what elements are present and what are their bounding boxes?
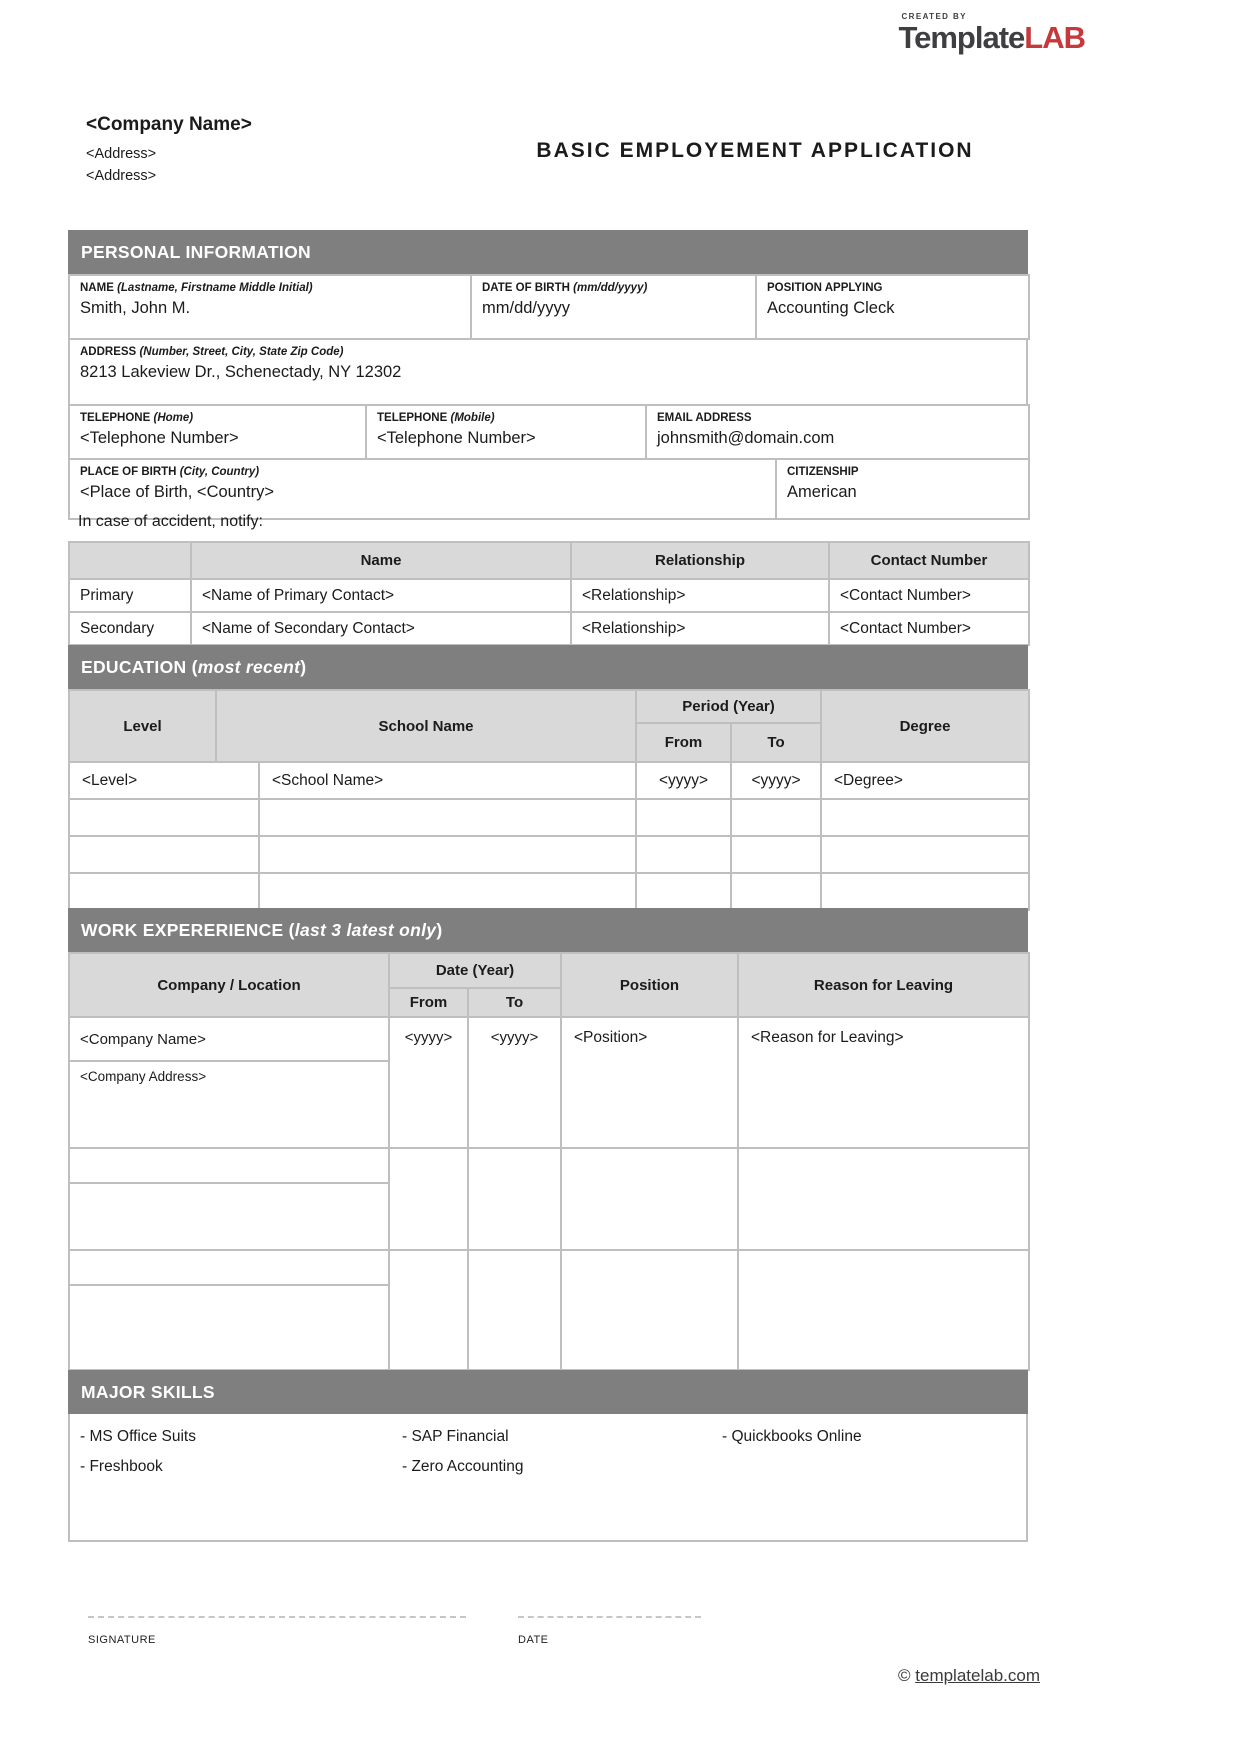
letterhead xyxy=(86,114,252,187)
telephone-home-field[interactable] xyxy=(69,405,366,459)
education-col-level: Level xyxy=(69,690,216,762)
work-table-header xyxy=(68,952,1030,1018)
signature-label: SIGNATURE xyxy=(88,1634,156,1646)
work-company-address-cell[interactable]: <Company Address> xyxy=(69,1061,389,1148)
education-header-italic: most recent xyxy=(197,657,301,677)
accident-contacts-table xyxy=(68,541,1030,646)
secondary-contact-relationship[interactable]: <Relationship> xyxy=(571,612,829,645)
education-section xyxy=(68,645,1028,911)
major-skills-section xyxy=(68,1370,1028,1542)
citizenship-label: CITIZENSHIP xyxy=(787,466,859,478)
templatelab-link[interactable]: templatelab.com xyxy=(915,1666,1040,1685)
education-level-cell[interactable] xyxy=(69,836,259,873)
templatelab-logo xyxy=(898,12,1085,53)
work-to-cell[interactable]: <yyyy> xyxy=(468,1017,561,1148)
skill-item: - Zero Accounting xyxy=(402,1458,524,1475)
secondary-contact-name[interactable]: <Name of Secondary Contact> xyxy=(191,612,571,645)
education-degree-cell[interactable] xyxy=(821,873,1029,910)
education-col-school: School Name xyxy=(216,690,636,762)
primary-contact-number[interactable]: <Contact Number> xyxy=(829,579,1029,612)
education-table-header xyxy=(68,689,1030,763)
education-from-cell[interactable] xyxy=(636,836,731,873)
work-from-cell[interactable]: <yyyy> xyxy=(389,1017,468,1148)
telephone-home-hint: (Home) xyxy=(153,412,194,424)
dob-label-text: DATE OF BIRTH xyxy=(482,282,570,294)
table-row xyxy=(69,612,1029,645)
education-school-cell[interactable]: <School Name> xyxy=(259,762,636,799)
education-col-degree: Degree xyxy=(821,690,1029,762)
work-header-suffix: ) xyxy=(436,920,443,940)
work-reason-cell[interactable] xyxy=(738,1250,1029,1370)
company-name-placeholder[interactable]: <Company Name> xyxy=(86,114,252,135)
major-skills-header: MAJOR SKILLS xyxy=(68,1370,1028,1414)
work-table-body xyxy=(68,1016,1030,1371)
date-line[interactable] xyxy=(518,1616,701,1618)
skill-item: - SAP Financial xyxy=(402,1428,509,1445)
work-position-cell[interactable] xyxy=(561,1250,738,1370)
place-of-birth-hint: (City, Country) xyxy=(179,466,260,478)
skill-item: - MS Office Suits xyxy=(80,1428,196,1445)
education-degree-cell[interactable]: <Degree> xyxy=(821,762,1029,799)
dob-hint: (mm/dd/yyyy) xyxy=(573,282,648,294)
primary-contact-relationship[interactable]: <Relationship> xyxy=(571,579,829,612)
education-from-cell[interactable] xyxy=(636,873,731,910)
work-col-to: To xyxy=(468,988,561,1017)
work-col-reason: Reason for Leaving xyxy=(738,953,1029,1017)
table-row xyxy=(69,799,1029,836)
work-header-prefix: WORK EXPERERIENCE ( xyxy=(81,920,295,940)
skills-list xyxy=(70,1428,1026,1476)
education-col-period: Period (Year) xyxy=(636,690,821,723)
telephone-mobile-label xyxy=(367,406,645,424)
secondary-contact-number[interactable]: <Contact Number> xyxy=(829,612,1029,645)
telephone-mobile-field[interactable] xyxy=(366,405,646,459)
work-to-cell[interactable] xyxy=(468,1250,561,1370)
email-value[interactable]: johnsmith@domain.com xyxy=(657,429,835,447)
education-school-cell[interactable] xyxy=(259,873,636,910)
skill-item: - Quickbooks Online xyxy=(722,1428,862,1445)
table-row xyxy=(69,873,1029,910)
telephone-mobile-hint: (Mobile) xyxy=(450,412,495,424)
position-applying-value[interactable]: Accounting Cleck xyxy=(767,299,895,317)
education-col-from: From xyxy=(636,723,731,762)
company-address-line1[interactable]: <Address> xyxy=(86,146,157,162)
dob-field[interactable] xyxy=(471,275,756,339)
table-row xyxy=(69,1148,1029,1183)
place-of-birth-field[interactable] xyxy=(69,459,776,519)
education-level-cell[interactable]: <Level> xyxy=(69,762,259,799)
education-header-prefix: EDUCATION ( xyxy=(81,657,198,677)
address-label xyxy=(70,340,1026,358)
name-label-text: NAME xyxy=(80,282,114,294)
work-position-cell[interactable] xyxy=(561,1148,738,1250)
date-label: DATE xyxy=(518,1634,549,1646)
telephone-home-label-text: TELEPHONE xyxy=(80,412,151,424)
secondary-contact-kind: Secondary xyxy=(69,612,191,645)
accident-contacts-section xyxy=(68,541,1028,646)
name-field[interactable] xyxy=(69,275,471,339)
work-col-company: Company / Location xyxy=(69,953,389,1017)
education-to-cell[interactable] xyxy=(731,799,821,836)
primary-contact-kind: Primary xyxy=(69,579,191,612)
major-skills-box[interactable] xyxy=(68,1414,1028,1542)
personal-information-header: PERSONAL INFORMATION xyxy=(68,230,1028,274)
name-hint: (Lastname, Firstname Middle Initial) xyxy=(117,282,313,294)
telephone-home-label xyxy=(70,406,365,424)
skill-item: - Freshbook xyxy=(80,1458,163,1475)
education-level-cell[interactable] xyxy=(69,799,259,836)
work-company-address-cell[interactable] xyxy=(69,1183,389,1250)
primary-contact-name[interactable]: <Name of Primary Contact> xyxy=(191,579,571,612)
table-row xyxy=(69,1250,1029,1285)
skill-item xyxy=(722,1458,1034,1476)
signature-line[interactable] xyxy=(88,1616,466,1618)
logo-created-by: CREATED BY xyxy=(901,12,967,21)
work-company-name-cell[interactable]: <Company Name> xyxy=(69,1017,389,1061)
address-field[interactable] xyxy=(69,339,1027,405)
education-to-cell[interactable] xyxy=(731,836,821,873)
name-value[interactable]: Smith, John M. xyxy=(80,299,191,317)
personal-information-section xyxy=(68,230,1028,520)
accident-col-blank xyxy=(69,542,191,579)
work-company-address-cell[interactable] xyxy=(69,1285,389,1370)
work-header-italic: last 3 latest only xyxy=(294,920,437,940)
company-address-line2[interactable]: <Address> xyxy=(86,168,157,184)
accident-notify-intro: In case of accident, notify: xyxy=(78,513,263,530)
address-value[interactable]: 8213 Lakeview Dr., Schenectady, NY 12302 xyxy=(80,363,402,381)
table-row xyxy=(69,762,1029,799)
table-row xyxy=(69,1017,1029,1061)
education-from-cell[interactable] xyxy=(636,799,731,836)
education-degree-cell[interactable] xyxy=(821,836,1029,873)
logo-template-text: Template xyxy=(898,20,1025,55)
education-table-body xyxy=(68,761,1030,911)
email-label: EMAIL ADDRESS xyxy=(657,412,752,424)
footer xyxy=(898,1666,1040,1686)
work-company-name-cell[interactable] xyxy=(69,1250,389,1285)
address-hint: (Number, Street, City, State Zip Code) xyxy=(139,346,344,358)
citizenship-field[interactable] xyxy=(776,459,1029,519)
personal-row-3 xyxy=(68,404,1030,460)
work-position-cell[interactable]: <Position> xyxy=(561,1017,738,1148)
name-label xyxy=(70,276,470,294)
education-header-suffix: ) xyxy=(300,657,307,677)
form-title: BASIC EMPLOYEMENT APPLICATION xyxy=(536,139,974,162)
copyright-icon: © xyxy=(898,1666,911,1685)
work-col-date: Date (Year) xyxy=(389,953,561,988)
education-to-cell[interactable] xyxy=(731,873,821,910)
work-reason-cell[interactable] xyxy=(738,1148,1029,1250)
place-of-birth-label-text: PLACE OF BIRTH xyxy=(80,466,177,478)
position-applying-label: POSITION APPLYING xyxy=(767,282,883,294)
education-to-cell[interactable]: <yyyy> xyxy=(731,762,821,799)
telephone-mobile-label-text: TELEPHONE xyxy=(377,412,448,424)
position-applying-field[interactable] xyxy=(756,275,1029,339)
place-of-birth-label xyxy=(70,460,775,478)
accident-col-contact: Contact Number xyxy=(829,542,1029,579)
accident-col-relationship: Relationship xyxy=(571,542,829,579)
work-from-cell[interactable] xyxy=(389,1250,468,1370)
work-col-position: Position xyxy=(561,953,738,1017)
telephone-mobile-value[interactable]: <Telephone Number> xyxy=(377,429,536,447)
email-field[interactable] xyxy=(646,405,1029,459)
work-to-cell[interactable] xyxy=(468,1148,561,1250)
table-row xyxy=(69,836,1029,873)
work-experience-section xyxy=(68,908,1028,1371)
citizenship-value[interactable]: American xyxy=(787,483,857,501)
accident-col-name: Name xyxy=(191,542,571,579)
address-label-text: ADDRESS xyxy=(80,346,137,358)
table-row xyxy=(69,579,1029,612)
education-degree-cell[interactable] xyxy=(821,799,1029,836)
education-col-to: To xyxy=(731,723,821,762)
education-school-cell[interactable] xyxy=(259,836,636,873)
education-header xyxy=(68,645,1028,689)
work-col-from: From xyxy=(389,988,468,1017)
place-of-birth-value[interactable]: <Place of Birth, <Country> xyxy=(80,483,274,501)
work-reason-cell[interactable]: <Reason for Leaving> xyxy=(738,1017,1029,1148)
education-level-cell[interactable] xyxy=(69,873,259,910)
dob-label xyxy=(472,276,755,294)
work-company-name-cell[interactable] xyxy=(69,1148,389,1183)
dob-value[interactable]: mm/dd/yyyy xyxy=(482,299,571,317)
logo-lab-text: LAB xyxy=(1024,20,1085,55)
work-from-cell[interactable] xyxy=(389,1148,468,1250)
education-school-cell[interactable] xyxy=(259,799,636,836)
telephone-home-value[interactable]: <Telephone Number> xyxy=(80,429,239,447)
personal-row-1 xyxy=(68,274,1030,340)
work-experience-header xyxy=(68,908,1028,952)
personal-row-4 xyxy=(68,458,1030,520)
logo-wordmark xyxy=(898,22,1085,53)
personal-row-2 xyxy=(68,338,1028,406)
education-from-cell[interactable]: <yyyy> xyxy=(636,762,731,799)
